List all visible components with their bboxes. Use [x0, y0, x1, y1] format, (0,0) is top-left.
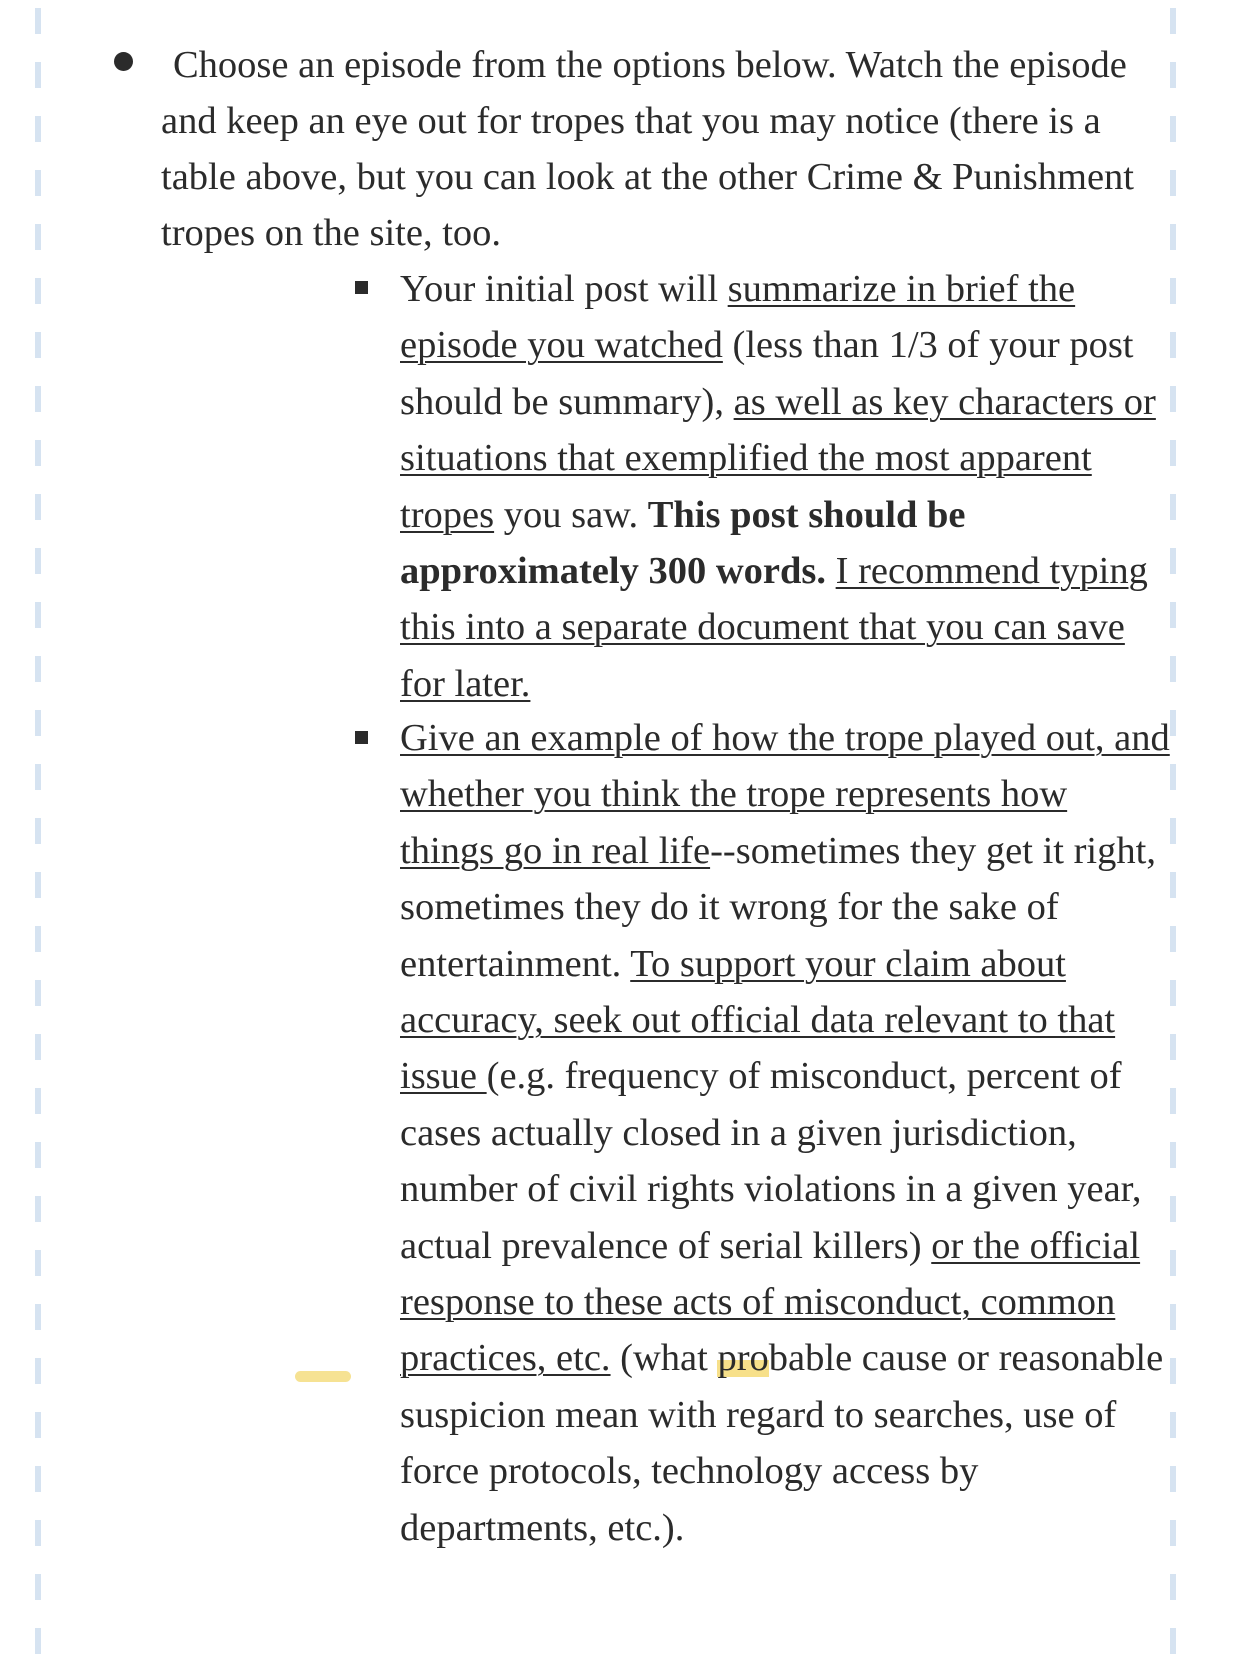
- main-bullet-content: Choose an episode from the options below. Watch the episode and keep an eye out for tropes that you may notice (there is a table above, but you can look at the other Crime & Punishment tropes on the site, too.: [161, 44, 1134, 254]
- sub2-plain-2: (e.g. frequency of misconduct, percent of cases actually closed in a given jurisdiction, number of civil rights violations in a given year, actual prevalence of serial killers): [400, 1055, 1142, 1267]
- sub2-plain-4: bable cause or reasonable suspicion mean with regard to searches, use of force protocols, technology access by departments, etc.).: [400, 1337, 1164, 1549]
- right-margin-guide: [1170, 8, 1176, 1672]
- sub2-underline-support: To support your claim about accuracy, seek out official data relevant to that issue: [400, 942, 1116, 1098]
- round-bullet-icon: [114, 52, 133, 71]
- sub1-plain-2: (less than 1/3 of your post should be summary),: [400, 324, 1134, 423]
- sub1-plain-4: [826, 550, 836, 592]
- sub1-underline-recommend: I recommend typing this into a separate document that you can save for later.: [400, 550, 1148, 705]
- left-margin-guide: [35, 8, 41, 1672]
- highlighter-mark: [295, 1371, 351, 1382]
- square-bullet-icon: [355, 281, 368, 294]
- sub-bullet-example: [400, 710, 1170, 1556]
- sub1-underline-summary: summarize in brief the episode you watched: [400, 268, 1076, 367]
- sub2-plain-1: --sometimes they get it right, sometimes they do it wrong for the sake of entertainment.: [400, 829, 1156, 985]
- sub-bullet-initial-post: [400, 261, 1170, 712]
- sub1-bold-word-count: This post should be approximately 300 words.: [400, 493, 966, 593]
- highlighted-text: pro: [717, 1337, 769, 1380]
- sub1-plain-3: you saw.: [494, 493, 648, 536]
- square-bullet-icon: [355, 731, 368, 744]
- sub2-plain-3: (what: [610, 1337, 718, 1380]
- sub1-plain-1: Your initial post will: [400, 268, 728, 310]
- sub1-underline-characters: as well as key characters or situations that exemplified the most apparent tropes: [400, 380, 1156, 536]
- sub2-underline-example: Give an example of how the trope played out, and whether you think the trope represents how things go in real life: [400, 717, 1170, 872]
- main-bullet-text: [161, 37, 1151, 261]
- sub2-underline-official-response: or the official response to these acts of misconduct, common practices, etc.: [400, 1224, 1141, 1380]
